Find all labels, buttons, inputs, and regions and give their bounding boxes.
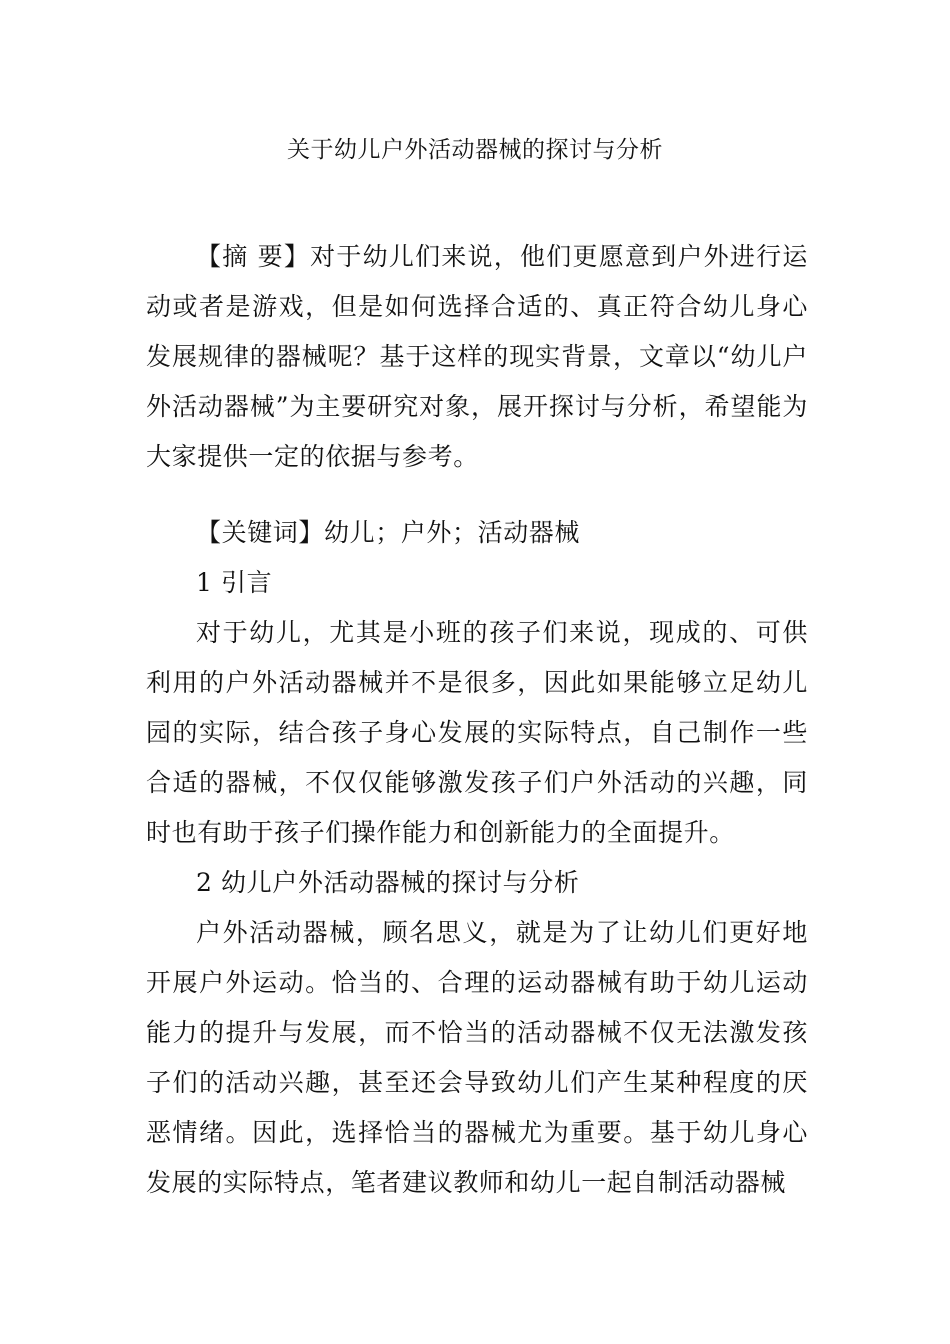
section-1-heading: 1 引言 (196, 568, 273, 597)
document-title: 关于幼儿户外活动器械的探讨与分析 (287, 137, 663, 163)
section-2-paragraph: 户外活动器械，顾名思义，就是为了让幼儿们更好地开展户外运动。恰当的、合理的运动器械有助于幼儿运动能力的提升与发展，而不恰当的活动器械不仅无法激发孩子们的活动兴趣，甚至还会导致幼儿们产生某种程度的厌恶情绪。因此，选择恰当的器械尤为重要。基于幼儿身心发展的实际特点，笔者建议教师和幼儿一起自制活动器械 (146, 918, 808, 1197)
keywords-line: 【关键词】幼儿；户外；活动器械 (196, 518, 581, 547)
section-1-paragraph: 对于幼儿，尤其是小班的孩子们来说，现成的、可供利用的户外活动器械并不是很多，因此如果能够立足幼儿园的实际，结合孩子身心发展的实际特点，自己制作一些合适的器械，不仅仅能够激发孩子们户外活动的兴趣，同时也有助于孩子们操作能力和创新能力的全面提升。 (146, 618, 808, 847)
section-2-heading: 2 幼儿户外活动器械的探讨与分析 (196, 868, 580, 897)
abstract-paragraph: 【摘 要】对于幼儿们来说，他们更愿意到户外进行运动或者是游戏，但是如何选择合适的、真正符合幼儿身心发展规律的器械呢？基于这样的现实背景，文章以“幼儿户外活动器械”为主要研究对象，展开探讨与分析，希望能为大家提供一定的依据与参考。 (146, 242, 808, 471)
document-body (146, 232, 808, 1208)
spacer (146, 482, 808, 508)
